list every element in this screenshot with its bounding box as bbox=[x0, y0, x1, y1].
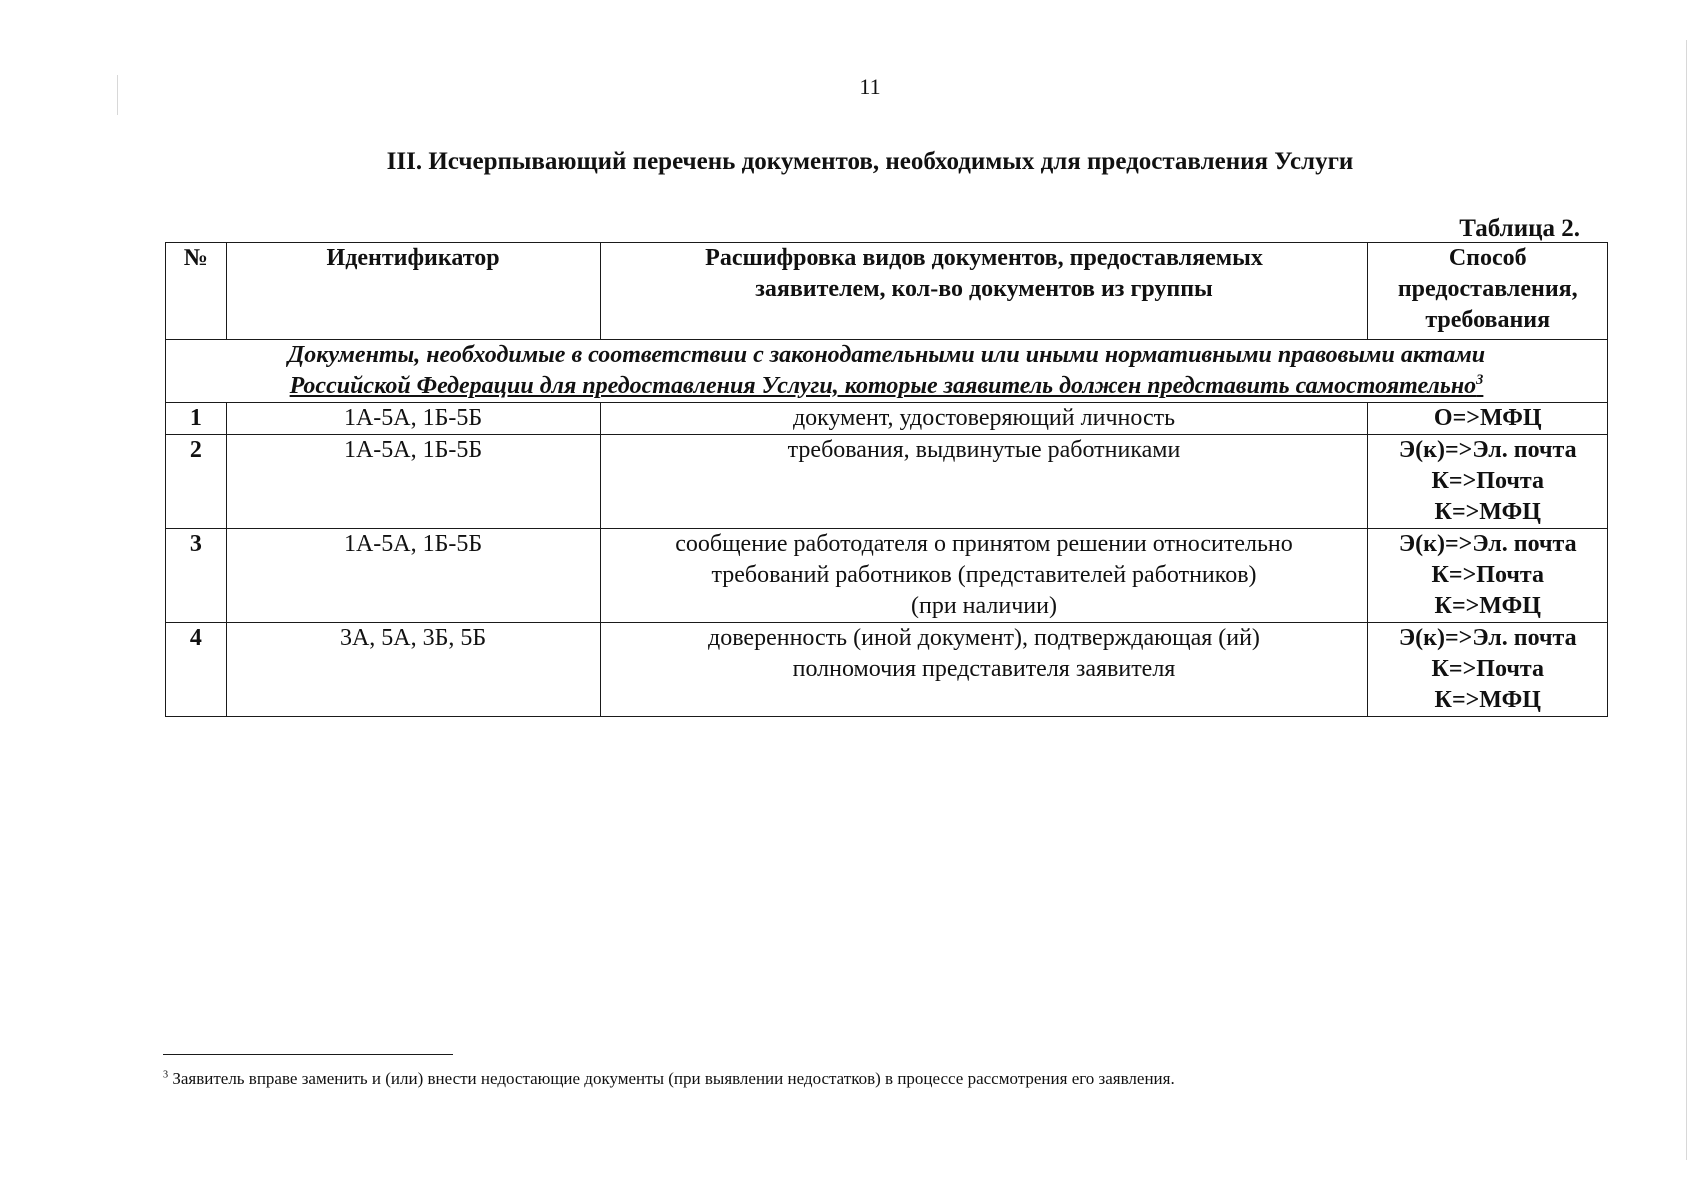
section-title: III. Исчерпывающий перечень документов, необходимых для предоставления Услуги bbox=[386, 148, 1354, 175]
header-description-line: Расшифровка видов документов, предоставляемых bbox=[705, 245, 1263, 271]
group-heading-line bbox=[172, 371, 1601, 402]
description-line: полномочия представителя заявителя bbox=[792, 656, 1176, 682]
row-num: 2 bbox=[166, 435, 227, 529]
header-description bbox=[600, 243, 1368, 340]
description-line: доверенность (иной документ), подтверждающая (ий) bbox=[708, 625, 1260, 651]
group-heading-text: Российской Федерации для предоставления Услуги, которые заявитель должен представить самостоятельно bbox=[289, 373, 1477, 399]
method-line: Э(к)=>Эл. почта bbox=[1398, 625, 1577, 651]
group-heading-line: Документы, необходимые в соответствии с законодательными или иными нормативными правовыми актами bbox=[287, 342, 1486, 368]
description-line: сообщение работодателя о принятом решении относительно bbox=[675, 531, 1293, 557]
method-line: К=>Почта bbox=[1431, 562, 1544, 588]
group-heading-row bbox=[166, 340, 1608, 403]
footnote-divider bbox=[163, 1054, 453, 1055]
row-description bbox=[600, 529, 1368, 623]
row-method bbox=[1368, 623, 1608, 717]
method-line: К=>МФЦ bbox=[1434, 499, 1541, 525]
group-heading bbox=[166, 340, 1608, 403]
row-method bbox=[1368, 403, 1608, 435]
header-description-line: заявителем, кол-во документов из группы bbox=[755, 276, 1213, 302]
row-description bbox=[600, 435, 1368, 529]
page-number: 11 bbox=[859, 74, 881, 99]
method-line: К=>Почта bbox=[1431, 468, 1544, 494]
header-method-line: Способ bbox=[1448, 245, 1527, 271]
method-line: К=>МФЦ bbox=[1434, 687, 1541, 713]
description-line: (при наличии) bbox=[911, 593, 1057, 619]
footnote-number: 3 bbox=[163, 1069, 169, 1081]
table-row bbox=[166, 623, 1608, 717]
row-num: 4 bbox=[166, 623, 227, 717]
header-method bbox=[1368, 243, 1608, 340]
header-method-line: требования bbox=[1425, 307, 1551, 333]
header-identifier: Идентификатор bbox=[226, 243, 600, 340]
row-num: 1 bbox=[166, 403, 227, 435]
table-row bbox=[166, 403, 1608, 435]
method-line: Э(к)=>Эл. почта bbox=[1398, 437, 1577, 463]
footnote-ref[interactable]: 3 bbox=[1476, 372, 1484, 388]
row-description bbox=[600, 403, 1368, 435]
header-num: № bbox=[166, 243, 227, 340]
scan-edge-mark bbox=[1686, 40, 1687, 1160]
row-description bbox=[600, 623, 1368, 717]
row-method bbox=[1368, 435, 1608, 529]
table-row bbox=[166, 435, 1608, 529]
description-line: документ, удостоверяющий личность bbox=[792, 405, 1176, 431]
row-num: 3 bbox=[166, 529, 227, 623]
scan-edge-mark bbox=[117, 75, 118, 115]
table-row bbox=[166, 529, 1608, 623]
documents-table bbox=[165, 242, 1608, 717]
row-identifier: 1А-5А, 1Б-5Б bbox=[226, 435, 600, 529]
row-identifier: 3А, 5А, 3Б, 5Б bbox=[226, 623, 600, 717]
row-identifier: 1А-5А, 1Б-5Б bbox=[226, 403, 600, 435]
footnote bbox=[163, 1069, 1175, 1089]
footnote-text: Заявитель вправе заменить и (или) внести недостающие документы (при выявлении недостатков) в процессе рассмотрения его заявления. bbox=[168, 1069, 1175, 1088]
description-line: требования, выдвинутые работниками bbox=[787, 437, 1181, 463]
header-method-line: предоставления, bbox=[1397, 276, 1578, 302]
method-line: К=>МФЦ bbox=[1434, 593, 1541, 619]
method-line: Э(к)=>Эл. почта bbox=[1398, 531, 1577, 557]
table-header-row bbox=[166, 243, 1608, 340]
method-line: О=>МФЦ bbox=[1433, 405, 1542, 431]
method-line: К=>Почта bbox=[1431, 656, 1544, 682]
row-identifier: 1А-5А, 1Б-5Б bbox=[226, 529, 600, 623]
table-caption: Таблица 2. bbox=[1459, 215, 1580, 242]
description-line: требований работников (представителей работников) bbox=[711, 562, 1257, 588]
row-method bbox=[1368, 529, 1608, 623]
